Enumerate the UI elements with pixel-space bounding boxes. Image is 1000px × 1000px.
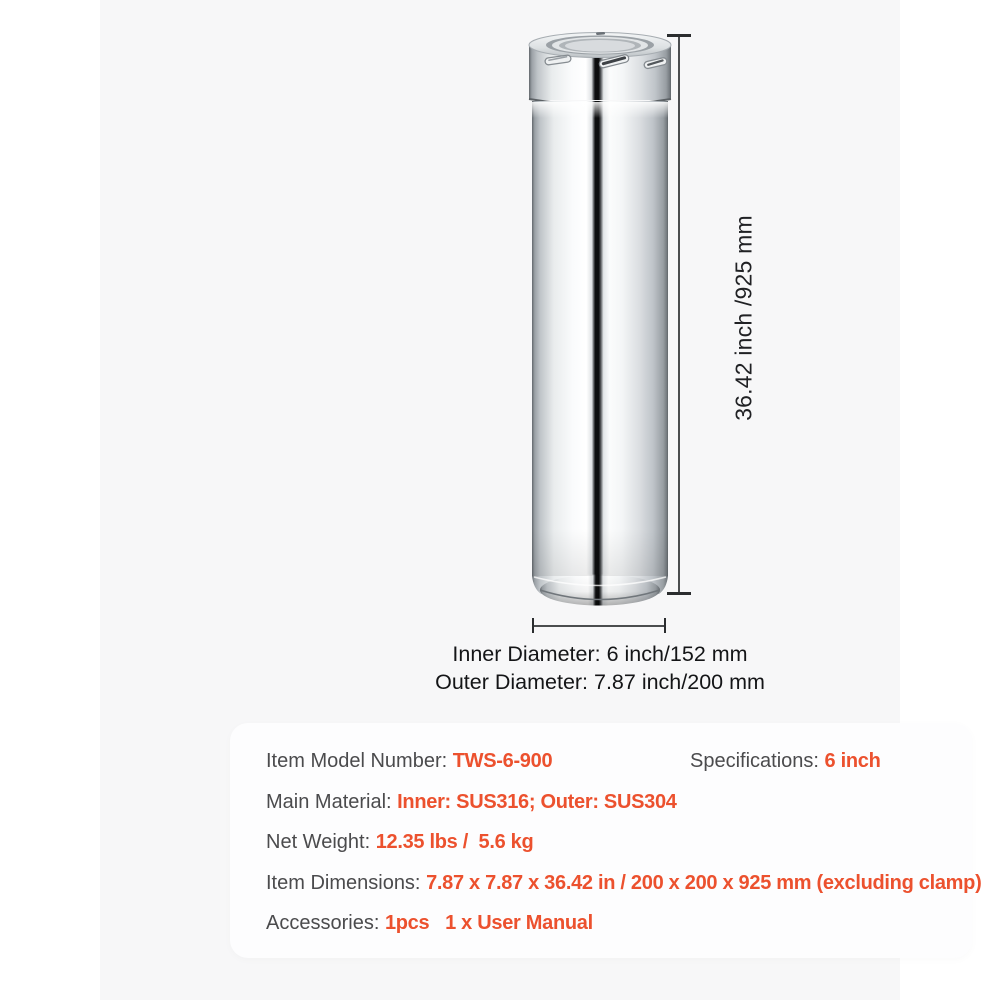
model-number-label: Item Model Number:: [266, 750, 453, 772]
dimensions-label: Item Dimensions:: [266, 871, 427, 894]
spec-row-material: [266, 790, 952, 814]
specifications-group: [690, 749, 881, 773]
spec-card: [230, 723, 982, 958]
weight-label: Net Weight:: [266, 831, 376, 853]
model-number-value: TWS-6-900: [452, 750, 553, 772]
material-label: Main Material:: [266, 790, 398, 813]
material-value: Inner: SUS316; Outer: SUS304: [397, 790, 677, 813]
accessories-label: Accessories:: [266, 912, 385, 934]
spec-row-weight: [266, 830, 952, 854]
content-panel: [100, 0, 982, 1000]
pipe-svg: [525, 28, 677, 612]
pipe-cavity: [565, 40, 635, 52]
pipe-illustration: [525, 28, 677, 612]
pipe-bottom-cap-shade: [540, 575, 660, 606]
spec-row-model-and-specifications: [266, 749, 952, 773]
dimensions-value: 7.87 x 7.87 x 36.42 in / 200 x 200 x 925 mm (excluding clamp): [426, 871, 982, 894]
accessories-value: 1pcs 1 x User Manual: [384, 912, 593, 934]
diameter-dimension-tick-right: [664, 618, 666, 633]
outer-diameter-label: Outer Diameter: 7.87 inch/200 mm: [435, 670, 765, 694]
specifications-label: Specifications:: [690, 750, 825, 772]
height-dimension-line: [678, 36, 680, 594]
spec-row-dimensions: [266, 871, 982, 895]
diameter-dimension-tick-left: [532, 618, 534, 633]
specifications-value: 6 inch: [824, 750, 881, 772]
body-lower-shade: [532, 101, 668, 576]
height-dimension-cap-top: [667, 34, 691, 37]
inner-diameter-label: Inner Diameter: 6 inch/152 mm: [452, 642, 748, 666]
diameter-labels: [435, 640, 765, 696]
height-dimension-cap-bottom: [667, 592, 691, 595]
diameter-dimension-line: [533, 625, 665, 627]
weight-value: 12.35 lbs / 5.6 kg: [375, 831, 534, 853]
height-dimension-label: 36.42 inch /925 mm: [730, 215, 757, 421]
spec-row-accessories: [266, 911, 952, 935]
